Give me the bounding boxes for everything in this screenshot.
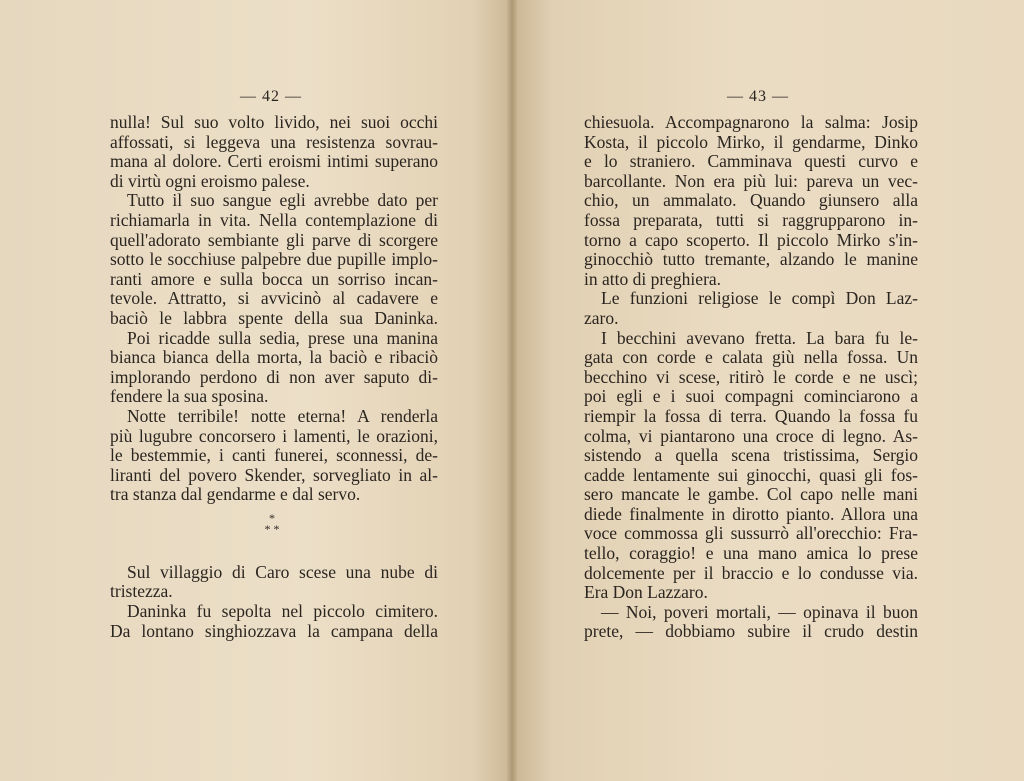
text-line: ranti amore e sulla bocca un sorriso incan- [110, 268, 438, 289]
section-separator [110, 505, 438, 563]
text-line: diede finalmente in dirotto pianto. Allora una [584, 503, 918, 524]
book-gutter [506, 0, 518, 781]
text-line: becchino vi scese, ritirò le corde e ne uscì; [584, 366, 918, 387]
text-line: Le funzioni religiose le compì Don Laz- [601, 288, 918, 309]
text-line: tevole. Attratto, si avvicinò al cadavere e [110, 288, 438, 309]
text-line: poi egli e i suoi compagni cominciarono a [584, 386, 918, 407]
text-line: Tutto il suo sangue egli avrebbe dato per [127, 190, 438, 211]
text-line: Sul villaggio di Caro scese una nube di [127, 561, 438, 582]
text-line: Da lontano singhiozzava la campana della [110, 620, 438, 641]
text-line: Notte terribile! notte eterna! A renderla [127, 405, 438, 426]
asterism-top: * [269, 510, 275, 525]
right-page [512, 0, 1024, 781]
text-line: e lo straniero. Camminava questi curvo e [584, 151, 918, 172]
right-page-text [584, 113, 918, 642]
text-line: I becchini avevano fretta. La bara fu le- [601, 327, 918, 348]
text-line: affossati, si leggeva una resistenza sovrau- [110, 131, 438, 152]
text-line: sotto le socchiuse palpebre due pupille implo- [110, 249, 438, 270]
text-line: dolcemente per il braccio e lo condusse via. [584, 562, 918, 583]
text-line: cadde lentamente sui ginocchi, quasi gli fos- [584, 464, 918, 485]
text-line: di virtù ogni eroismo palese. [110, 170, 310, 191]
text-line: colma, vi piantarono una croce di legno. As- [584, 425, 918, 446]
text-line: ginocchiò tutto tremante, alzando le manine [584, 249, 918, 270]
left-page-text [110, 113, 438, 641]
text-line: zaro. [584, 307, 619, 328]
text-line: tello, coraggio! e una mano amica lo prese [584, 543, 918, 564]
page-number: — 43 — [727, 88, 789, 105]
text-line: Poi ricadde sulla sedia, prese una manina [127, 327, 438, 348]
text-line: bianca bianca della morta, la baciò e ribaciò [110, 347, 438, 368]
text-line: chiesuola. Accompagnarono la salma: Josip [584, 112, 918, 132]
text-line: prete, — dobbiamo subire il crudo destin [584, 621, 918, 642]
text-line: fendere la sua sposina. [110, 386, 269, 407]
text-line: baciò le labbra spente della sua Daninka. [110, 307, 438, 328]
text-line: richiamarla in vita. Nella contemplazione di [110, 209, 438, 230]
text-line: nulla! Sul suo volto livido, nei suoi occhi [110, 112, 438, 132]
text-line: quell'adorato sembiante gli parve di scorgere [110, 229, 438, 250]
text-line: chio, un ammalato. Quando giunsero alla [584, 190, 918, 211]
asterism-bottom: * * [264, 521, 280, 536]
text-line: mana al dolore. Certi eroismi intimi superano [110, 151, 438, 172]
text-line: liranti del povero Skender, sorvegliato in al- [110, 464, 438, 485]
text-line: torno a capo scoperto. Il piccolo Mirko s'in- [584, 229, 918, 250]
text-line: — Noi, poveri mortali, — opinava il buon [601, 601, 918, 622]
text-line: sero mancate le gambe. Col capo nelle mani [584, 484, 918, 505]
text-line: più lugubre concorsero i lamenti, le orazioni, [110, 425, 438, 446]
text-line: Era Don Lazzaro. [584, 582, 708, 603]
text-line: tristezza. [110, 581, 173, 602]
text-line: gata con corde e calata giù nella fossa. Un [584, 347, 918, 368]
text-line: Daninka fu sepolta nel piccolo cimitero. [127, 601, 438, 622]
text-line: fossa preparata, tutti si raggrupparono in- [584, 209, 918, 230]
text-line: riempir la fossa di terra. Quando la fossa fu [584, 405, 918, 426]
text-line: barcollante. Non era più lui: pareva un vec- [584, 170, 918, 191]
text-line: voce commossa gli sussurrò all'orecchio: Fra- [584, 523, 918, 544]
text-line: le bestemmie, i canti funerei, sconnessi, de- [110, 445, 438, 466]
text-line: tra stanza dal gendarme e dal servo. [110, 484, 361, 505]
text-line: sistendo a quella scena tristissima, Sergio [584, 445, 918, 466]
text-line: Kosta, il piccolo Mirko, il gendarme, Dinko [584, 131, 918, 152]
page-number: — 42 — [240, 88, 302, 105]
text-line: implorando perdono di non aver saputo di- [110, 366, 438, 387]
text-line: in atto di preghiera. [584, 268, 722, 289]
